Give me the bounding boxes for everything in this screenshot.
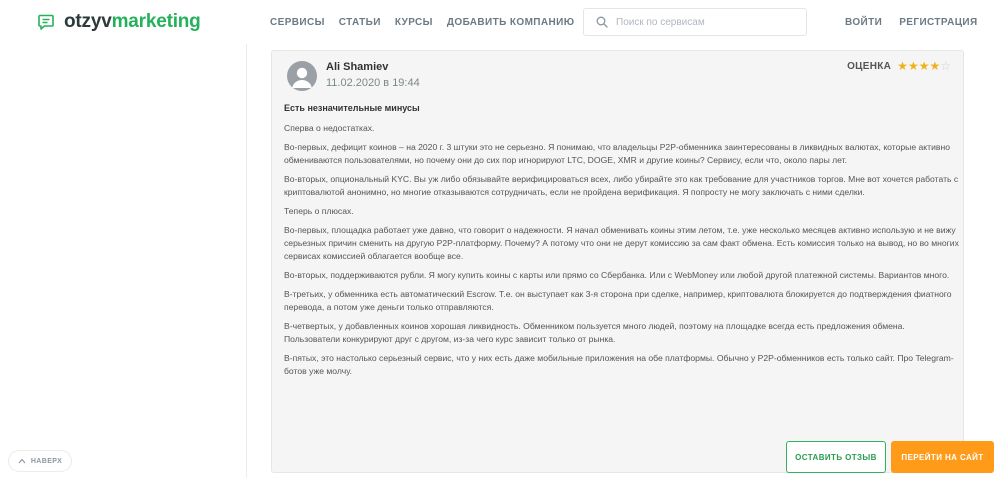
- review-paragraph: Теперь о плюсах.: [284, 206, 354, 216]
- search-icon: [596, 16, 608, 28]
- star-filled-icon: ★: [918, 59, 930, 73]
- review-rating: [847, 60, 951, 72]
- review-author[interactable]: Ali Shamiev: [326, 61, 389, 73]
- back-to-top-button[interactable]: [8, 450, 72, 472]
- star-filled-icon: ★: [907, 59, 919, 73]
- star-filled-icon: ★: [929, 59, 941, 73]
- review-date: 11.02.2020 в 19:44: [326, 77, 420, 89]
- review-paragraph: Сперва о недостатках.: [284, 123, 375, 133]
- review-paragraph: Во-первых, дефицит коинов – на 2020 г. 3 штуки это не серьезно. Я понимаю, что владельцы P2P-обменника заинтересованы в ликвидных валютах, которые активно обмениваются пользователями, но почему они до сих пор игнорируют LTC, DOGE, XMR и другие коины? Сервису, если что, около пары лет.: [284, 142, 950, 165]
- review-body: [284, 122, 959, 384]
- login-link[interactable]: ВОЙТИ: [845, 17, 883, 28]
- nav-articles[interactable]: СТАТЬИ: [338, 17, 381, 28]
- review-paragraph: В-третьих, у обменника есть автоматический Escrow. Т.е. он выступает как 3-я сторона при сделке, например, криптовалюта блокируется до подтверждения фиатного перевода, а потом уже деньги только отправляются.: [284, 289, 952, 312]
- leave-review-button[interactable]: ОСТАВИТЬ ОТЗЫВ: [786, 441, 886, 473]
- go-to-site-button[interactable]: ПЕРЕЙТИ НА САЙТ: [891, 441, 994, 473]
- site-header: [0, 0, 1000, 44]
- review-title: Есть незначительные минусы: [284, 103, 420, 113]
- review-paragraph: Во-вторых, опциональный KYC. Вы уж либо обязывайте верифицироваться всех, либо убирайте это как требование для участников торгов. Мне вот хочется работать с криптовалютой анонимно, но многие отказываются сотрудничать, если не пройдена верификация. Я попросту не могу заключать с ними сделки.: [284, 174, 959, 197]
- rating-label: ОЦЕНКА: [847, 60, 892, 72]
- logo-text: [64, 11, 201, 33]
- auth-links: [845, 17, 978, 28]
- chevron-up-icon: [18, 458, 26, 464]
- search-input[interactable]: [616, 17, 796, 28]
- rating-stars: [897, 60, 951, 72]
- review-paragraph: В-четвертых, у добавленных коинов хорошая ликвидность. Обменником пользуется много людей, поэтому на площадке всегда есть предложения обмена. Пользователи конкурируют друг с другом, из-за чего курс зависит только от рынка.: [284, 321, 905, 344]
- chat-bubble-icon: [38, 14, 54, 30]
- nav-courses[interactable]: КУРСЫ: [394, 17, 433, 28]
- star-empty-icon: ☆: [940, 59, 951, 73]
- sidebar-divider: [246, 44, 247, 478]
- site-logo[interactable]: [38, 11, 201, 33]
- logo-text-part1: otzyv: [64, 11, 112, 32]
- search-box[interactable]: [583, 8, 807, 36]
- review-paragraph: Во-вторых, поддерживаются рубли. Я могу купить коины с карты или прямо со Сбербанка. Или с WebMoney или любой другой платежной системы. Вариантов много.: [284, 270, 950, 280]
- back-to-top-label: НАВЕРХ: [30, 457, 63, 465]
- nav-services[interactable]: СЕРВИСЫ: [270, 17, 325, 28]
- nav-add-company[interactable]: ДОБАВИТЬ КОМПАНИЮ: [446, 17, 575, 28]
- logo-text-part2: marketing: [111, 11, 201, 32]
- review-paragraph: Во-первых, площадка работает уже давно, что говорит о надежности. Я начал обменивать коины этим летом, т.е. уже несколько месяцев активно использую и не вижу серьезных причин сменить на другую P2P-платформу. Почему? А потому что они не дерут комиссию за сам факт обмена. Есть комиссия только на вывод, но во многих сервисах комиссией облагается вообще все.: [284, 225, 959, 261]
- user-icon: [287, 61, 317, 91]
- review-card: [271, 50, 964, 473]
- review-paragraph: В-пятых, это настолько серьезный сервис, что у них есть даже мобильные приложения на обе платформы. Обычно у P2P-обменников есть только сайт. Про Telegram-ботов уже молчу.: [284, 353, 954, 376]
- avatar: [287, 61, 317, 91]
- star-filled-icon: ★: [897, 59, 908, 73]
- register-link[interactable]: РЕГИСТРАЦИЯ: [899, 17, 978, 28]
- main-nav: [270, 17, 574, 28]
